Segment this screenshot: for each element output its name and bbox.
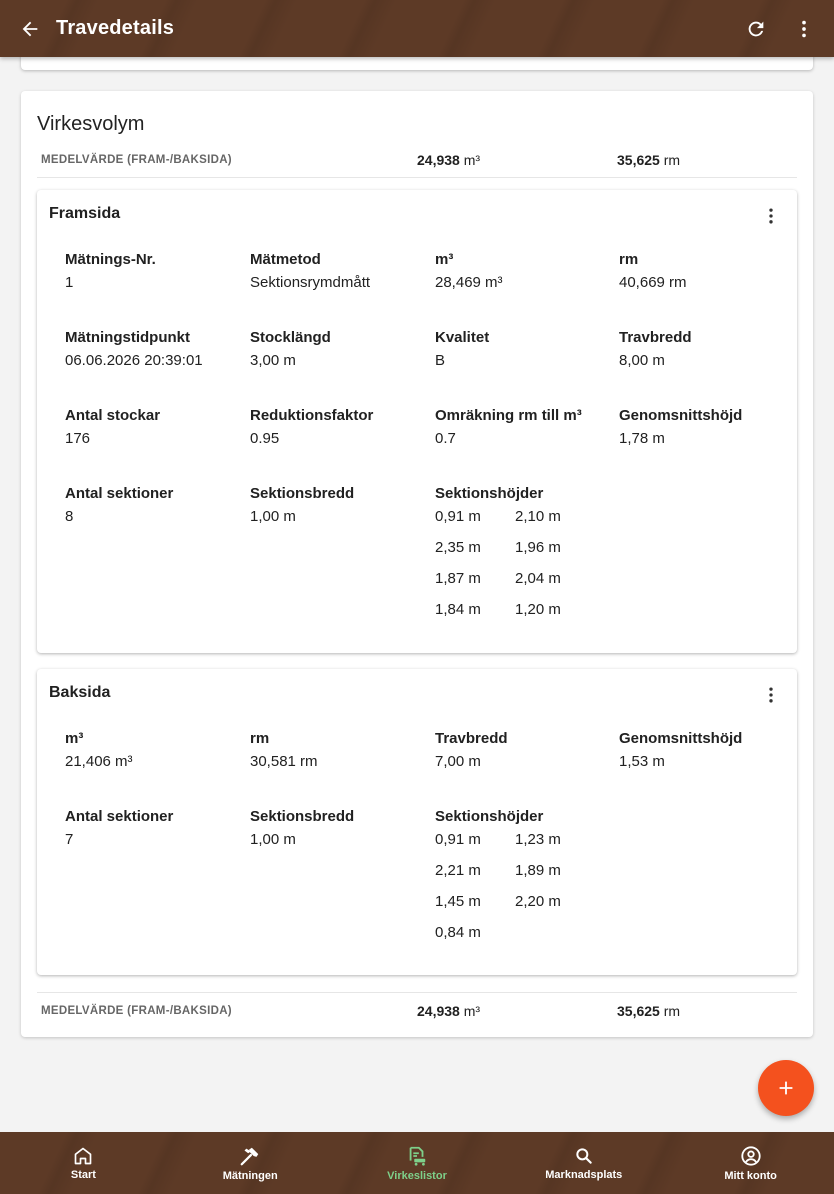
nav-label: Start	[70, 1168, 96, 1181]
front-field: rm 40,669 rm	[619, 251, 687, 291]
refresh-button[interactable]	[738, 11, 774, 47]
overflow-menu-button[interactable]	[786, 11, 822, 47]
front-field: m³ 28,469 m³	[435, 251, 503, 291]
back-field: Sektionsbredd 1,00 m	[250, 808, 355, 848]
home-icon	[73, 1146, 93, 1166]
more-vert-icon	[761, 685, 781, 705]
back-side-title: Baksida	[49, 684, 111, 701]
more-vert-icon	[761, 206, 781, 226]
front-field: Reduktionsfaktor 0.95	[250, 407, 374, 447]
truck-document-icon	[406, 1145, 428, 1167]
section-height: 0,91 m	[435, 508, 481, 525]
section-height: 1,96 m	[515, 539, 561, 556]
section-height: 2,10 m	[515, 508, 561, 525]
front-field: Antal sektioner 8	[65, 485, 174, 525]
front-field: Genomsnittshöjd 1,78 m	[619, 407, 743, 447]
average-label: MEDELVÄRDE (FRAM-/BAKSIDA)	[41, 1004, 232, 1017]
arrow-left-icon	[19, 18, 41, 40]
back-field: Antal sektioner 7	[65, 808, 174, 848]
front-field: Mätnings-Nr. 1	[65, 251, 156, 291]
front-field: Stocklängd 3,00 m	[250, 329, 331, 369]
nav-label: Virkeslistor	[387, 1169, 447, 1182]
back-button[interactable]	[12, 11, 48, 47]
section-height: 0,84 m	[435, 924, 481, 941]
account-circle-icon	[740, 1145, 762, 1167]
front-field: Sektionsbredd 1,00 m	[250, 485, 355, 525]
average-row-bottom	[37, 992, 797, 1028]
section-height: 0,91 m	[435, 831, 481, 848]
average-m3: 24,938 m³	[417, 151, 481, 168]
back-field: rm 30,581 rm	[250, 730, 318, 770]
section-height: 1,87 m	[435, 570, 481, 587]
refresh-icon	[745, 18, 767, 40]
section-height: 2,04 m	[515, 570, 561, 587]
front-field: Travbredd 8,00 m	[619, 329, 692, 369]
nav-item-marknadsplats[interactable]	[500, 1132, 667, 1194]
hammer-icon	[239, 1145, 261, 1167]
section-height: 2,20 m	[515, 893, 561, 910]
front-side-title: Framsida	[49, 205, 121, 222]
front-field: Mätningstidpunkt 06.06.2026 20:39:01	[65, 329, 203, 369]
page-title: Travedetails	[56, 17, 175, 39]
section-height: 1,20 m	[515, 601, 561, 618]
back-field: Travbredd 7,00 m	[435, 730, 508, 770]
average-row-top	[37, 142, 797, 178]
volume-card	[21, 91, 813, 1037]
more-vert-icon	[793, 18, 815, 40]
front-side-card	[37, 190, 797, 653]
front-side-menu-button[interactable]	[759, 204, 783, 228]
plus-icon	[775, 1077, 797, 1099]
back-side-card	[37, 669, 797, 975]
front-field: Mätmetod Sektionsrymdmått	[250, 251, 371, 291]
nav-item-virkeslistor[interactable]	[334, 1132, 501, 1194]
nav-item-matningen[interactable]	[167, 1132, 334, 1194]
front-field: Kvalitet B	[435, 329, 490, 369]
front-field: Antal stockar 176	[65, 407, 161, 447]
nav-item-start[interactable]	[0, 1132, 167, 1194]
average-rm: 35,625 rm	[617, 151, 681, 168]
back-side-menu-button[interactable]	[759, 683, 783, 707]
app-bar	[0, 0, 834, 57]
back-field: Genomsnittshöjd 1,53 m	[619, 730, 743, 770]
nav-item-mitt-konto[interactable]	[667, 1132, 834, 1194]
section-height: 1,45 m	[435, 893, 481, 910]
nav-label: Mätningen	[222, 1169, 278, 1182]
bottom-navigation	[0, 1132, 834, 1194]
section-height: 2,35 m	[435, 539, 481, 556]
volume-title: Virkesvolym	[37, 113, 145, 135]
back-field: m³ 21,406 m³	[65, 730, 133, 770]
front-field: Omräkning rm till m³ 0.7	[435, 407, 582, 447]
nav-label: Mitt konto	[724, 1169, 777, 1182]
back-section-heights: Sektionshöjder 0,91 m 1,23 m 2,21 m 1,89 m 1,45 m 2,20 m 0,84 m	[435, 805, 595, 944]
average-rm: 35,625 rm	[617, 1002, 681, 1019]
front-section-heights: Sektionshöjder 0,91 m 2,10 m 2,35 m 1,96 m 1,87 m 2,04 m 1,84 m 1,20 m	[435, 482, 595, 621]
section-height: 1,23 m	[515, 831, 561, 848]
add-button[interactable]	[758, 1060, 814, 1116]
section-height: 1,84 m	[435, 601, 481, 618]
section-height: 2,21 m	[435, 862, 481, 879]
search-icon	[574, 1146, 594, 1166]
average-m3: 24,938 m³	[417, 1002, 481, 1019]
section-height: 1,89 m	[515, 862, 561, 879]
nav-label: Marknadsplats	[545, 1168, 623, 1181]
average-label: MEDELVÄRDE (FRAM-/BAKSIDA)	[41, 153, 232, 166]
